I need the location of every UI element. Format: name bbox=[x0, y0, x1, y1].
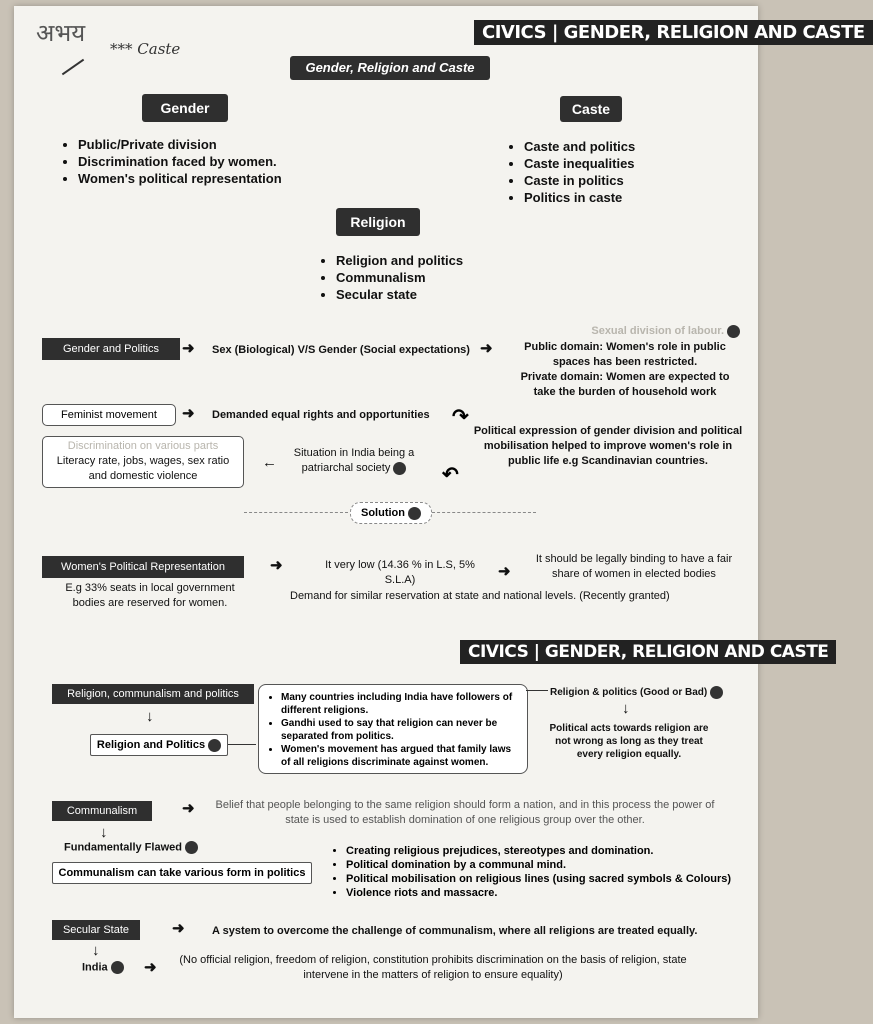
secular-desc: A system to overcome the challenge of communalism, where all religions are treated equally. bbox=[212, 925, 698, 937]
sex-vs-gender: Sex (Biological) V/S Gender (Social expectations) bbox=[212, 344, 470, 356]
caste-label: Caste bbox=[560, 96, 622, 122]
list-item: • Violence riots and massacre. bbox=[346, 886, 731, 900]
list-item: • Gandhi used to say that religion can never be separated from politics. bbox=[281, 717, 521, 743]
list-item: • Political domination by a communal mind. bbox=[346, 858, 731, 872]
list-item: • Many countries including India have followers of different religions. bbox=[281, 691, 521, 717]
solution-bubble: Solution bbox=[350, 502, 432, 524]
arrow-right-icon: ➜ bbox=[498, 563, 511, 580]
arrow-down-icon: ↓ bbox=[92, 942, 100, 959]
discrimination-desc: Literacy rate, jobs, wages, sex ratio and domestic violence bbox=[56, 455, 230, 482]
pen-mark bbox=[62, 59, 84, 76]
feminist-desc: Demanded equal rights and opportunities bbox=[212, 409, 430, 421]
list-item: • Politics in caste bbox=[524, 189, 635, 206]
secular-label: Secular State bbox=[52, 920, 140, 940]
header-title: GENDER, RELIGION AND CASTE bbox=[563, 22, 865, 43]
religion-label: Religion bbox=[336, 208, 420, 236]
gender-politics-label: Gender and Politics bbox=[42, 338, 180, 360]
arrow-down-icon: ↓ bbox=[146, 708, 154, 725]
communalism-forms-box: Communalism can take various form in politics bbox=[52, 862, 312, 884]
arrow-right-icon: ➜ bbox=[182, 800, 195, 817]
womens-rep-demand: Demand for similar reservation at state and national levels. (Recently granted) bbox=[290, 590, 670, 602]
public-domain: Public domain: Women's role in public spaces has been restricted. bbox=[524, 341, 726, 368]
curved-arrow-icon: ↷ bbox=[452, 406, 469, 428]
religion-acts: Political acts towards religion are not wrong as long as they treat every religion equally. bbox=[549, 723, 709, 760]
arrow-down-icon: ↓ bbox=[100, 824, 108, 841]
list-item: • Discrimination faced by women. bbox=[78, 153, 282, 170]
political-expression: Political expression of gender division and political mobilisation helped to improve women's role in public life e.g Scandinavian countries. bbox=[473, 425, 743, 467]
arrow-right-icon: ➜ bbox=[182, 405, 195, 422]
sad-face-icon bbox=[727, 325, 740, 338]
religion-communalism-label: Religion, communalism and politics bbox=[52, 684, 254, 704]
india-desc: (No official religion, freedom of religion, constitution prohibits discrimination on the basis of religion, state intervene in the matters of religion to ensure equality) bbox=[179, 954, 687, 981]
sad-face-icon bbox=[393, 462, 406, 475]
arrow-right-icon: ➜ bbox=[480, 340, 493, 357]
header-title: GENDER, RELIGION AND CASTE bbox=[544, 642, 829, 662]
private-domain: Private domain: Women are expected to take the burden of household work bbox=[520, 371, 730, 398]
list-item: • Caste inequalities bbox=[524, 155, 635, 172]
india-label: India bbox=[82, 961, 124, 974]
arrow-down-icon: ↓ bbox=[622, 700, 630, 717]
womens-rep-local: E.g 33% seats in local government bodies are reserved for women. bbox=[65, 582, 235, 609]
list-item: • Caste and politics bbox=[524, 138, 635, 155]
sad-face-icon bbox=[111, 961, 124, 974]
communalism-belief: Belief that people belonging to the same religion should form a nation, and in this process the power of state is used to establish domination of one religious group over the other. bbox=[215, 799, 715, 826]
religion-points-box bbox=[258, 684, 528, 774]
list-item: • Secular state bbox=[336, 286, 463, 303]
sad-face-icon bbox=[408, 507, 421, 520]
list-item: • Creating religious prejudices, stereotypes and domination. bbox=[346, 844, 731, 858]
communalism-label: Communalism bbox=[52, 801, 152, 821]
list-item: • Religion and politics bbox=[336, 252, 463, 269]
gender-label: Gender bbox=[142, 94, 228, 122]
arrow-left-icon: ← bbox=[262, 454, 277, 471]
main-title: Gender, Religion and Caste bbox=[290, 56, 490, 80]
womens-rep-low: It very low (14.36 % in L.S, 5% S.L.A) bbox=[325, 559, 475, 586]
caste-list bbox=[504, 138, 635, 206]
connector-line bbox=[526, 690, 548, 691]
communalism-forms-list bbox=[324, 844, 731, 900]
arrow-right-icon: ➜ bbox=[182, 340, 195, 357]
dashed-connector bbox=[432, 512, 536, 513]
religion-list bbox=[316, 252, 463, 303]
arrow-right-icon: ➜ bbox=[270, 557, 283, 574]
feminist-movement-box: Feminist movement bbox=[42, 404, 176, 426]
religion-politics-box: Religion and Politics bbox=[90, 734, 228, 756]
religion-good-bad: Religion & politics (Good or Bad) bbox=[550, 686, 723, 699]
header-subject: CIVICS bbox=[482, 22, 547, 43]
sexual-division: Sexual division of labour. bbox=[514, 324, 740, 339]
header-subject: CIVICS bbox=[468, 642, 529, 662]
sad-face-icon bbox=[185, 841, 198, 854]
list-item: • Caste in politics bbox=[524, 172, 635, 189]
connector-line bbox=[228, 744, 256, 745]
handwritten-hindi-title: अभय bbox=[36, 19, 86, 47]
womens-rep-binding: It should be legally binding to have a fair share of women in elected bodies bbox=[535, 553, 733, 580]
list-item: • Political mobilisation on religious lines (using sacred symbols & Colours) bbox=[346, 872, 731, 886]
situation-india: Situation in India being a patriarchal society bbox=[293, 447, 415, 474]
fundamentally-flawed: Fundamentally Flawed bbox=[64, 841, 198, 854]
list-item: • Communalism bbox=[336, 269, 463, 286]
notes-page bbox=[14, 6, 865, 1018]
dashed-connector bbox=[244, 512, 348, 513]
header-band-mid: CIVICS | GENDER, RELIGION AND CASTE bbox=[460, 640, 836, 664]
sad-face-icon bbox=[710, 686, 723, 699]
sad-face-icon bbox=[208, 739, 221, 752]
handwritten-note: *** Caste bbox=[110, 40, 181, 58]
gender-list bbox=[58, 136, 282, 187]
arrow-right-icon: ➜ bbox=[172, 920, 185, 937]
list-item: • Women's movement has argued that family laws of all religions discriminate against women. bbox=[281, 743, 521, 769]
list-item: • Public/Private division bbox=[78, 136, 282, 153]
religion-points-list bbox=[259, 691, 527, 769]
arrow-right-icon: ➜ bbox=[144, 959, 157, 976]
discrimination-title: Discrimination on various parts bbox=[67, 440, 219, 452]
curved-arrow-icon: ↶ bbox=[442, 464, 459, 486]
discrimination-box bbox=[42, 436, 244, 488]
header-band-top: CIVICS | GENDER, RELIGION AND CASTE bbox=[474, 20, 873, 45]
list-item: • Women's political representation bbox=[78, 170, 282, 187]
womens-rep-label: Women's Political Representation bbox=[42, 556, 244, 578]
